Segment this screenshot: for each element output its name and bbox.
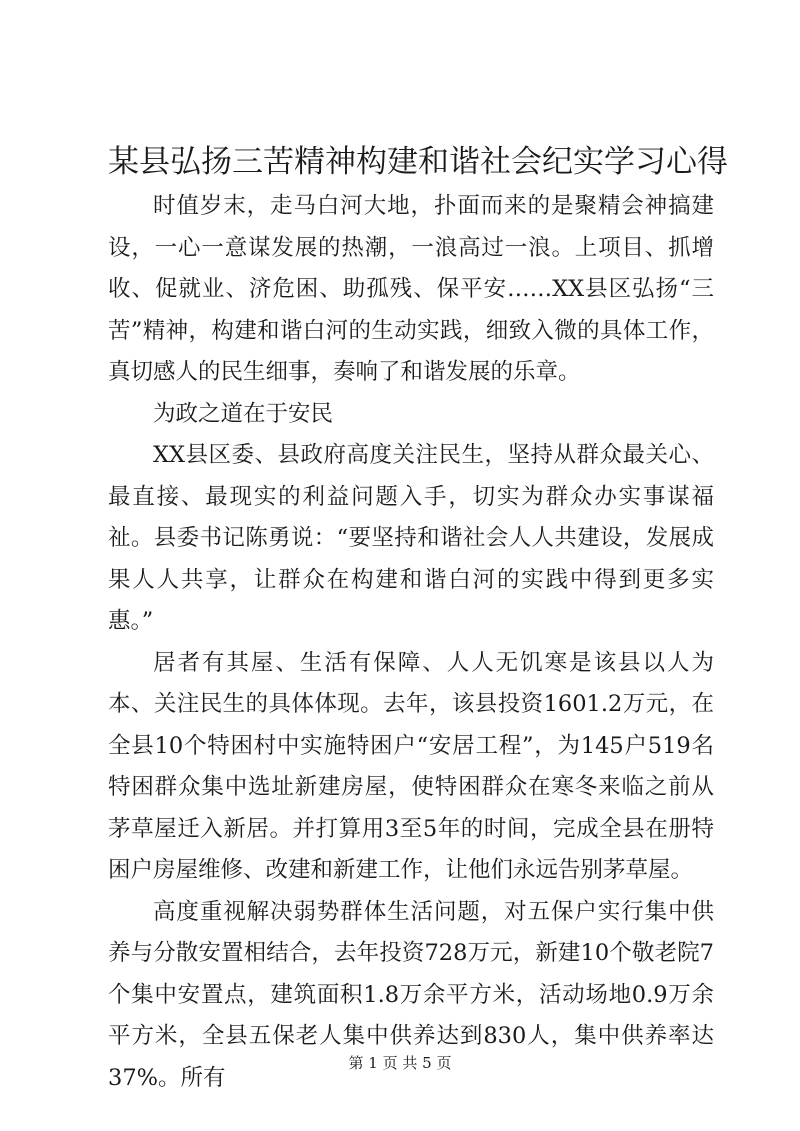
- paragraph-committee: XX县区委、县政府高度关注民生，坚持从群众最关心、最直接、最现实的利益问题入手，切实为群众办实事谋福祉。县委书记陈勇说：“要坚持和谐社会人人共建设，发展成果人人共享，让群众在构建和谐白河的实践中得到更多实惠。”: [108, 442, 714, 634]
- section-heading: 为政之道在于安民: [153, 400, 334, 427]
- paragraph-elderly: 高度重视解决弱势群体生活问题，对五保户实行集中供养与分散安置相结合，去年投资728万元，新建10个敬老院7个集中安置点，建筑面积1.8万余平方米，活动场地0.9万余平方米，全县五保老人集中供养达到830人，集中供养率达37%。所有: [108, 898, 714, 1091]
- document-body: [108, 186, 714, 1099]
- paragraph-housing: 居者有其屋、生活有保障、人人无饥寒是该县以人为本、关注民生的具体体现。去年，该县投资1601.2万元，在全县10个特困村中实施特困户“安居工程”，为145户519名特困群众集中选址新建房屋，使特困群众在寒冬来临之前从茅草屋迁入新居。并打算用3至5年的时间，完成全县在册特困户房屋维修、改建和新建工作，让他们永远告别茅草屋。: [108, 649, 714, 883]
- document-title: 某县弘扬三苦精神构建和谐社会纪实学习心得: [108, 144, 728, 180]
- paragraph-intro: 时值岁末，走马白河大地，扑面而来的是聚精会神搞建设，一心一意谋发展的热潮，一浪高过一浪。上项目、抓增收、促就业、济危困、助孤残、保平安……XX县区弘扬“三苦”精神，构建和谐白河的生动实践，细致入微的具体工作，真切感人的民生细事，奏响了和谐发展的乐章。: [108, 193, 714, 385]
- page-footer: 第 1 页 共 5 页: [348, 1054, 452, 1072]
